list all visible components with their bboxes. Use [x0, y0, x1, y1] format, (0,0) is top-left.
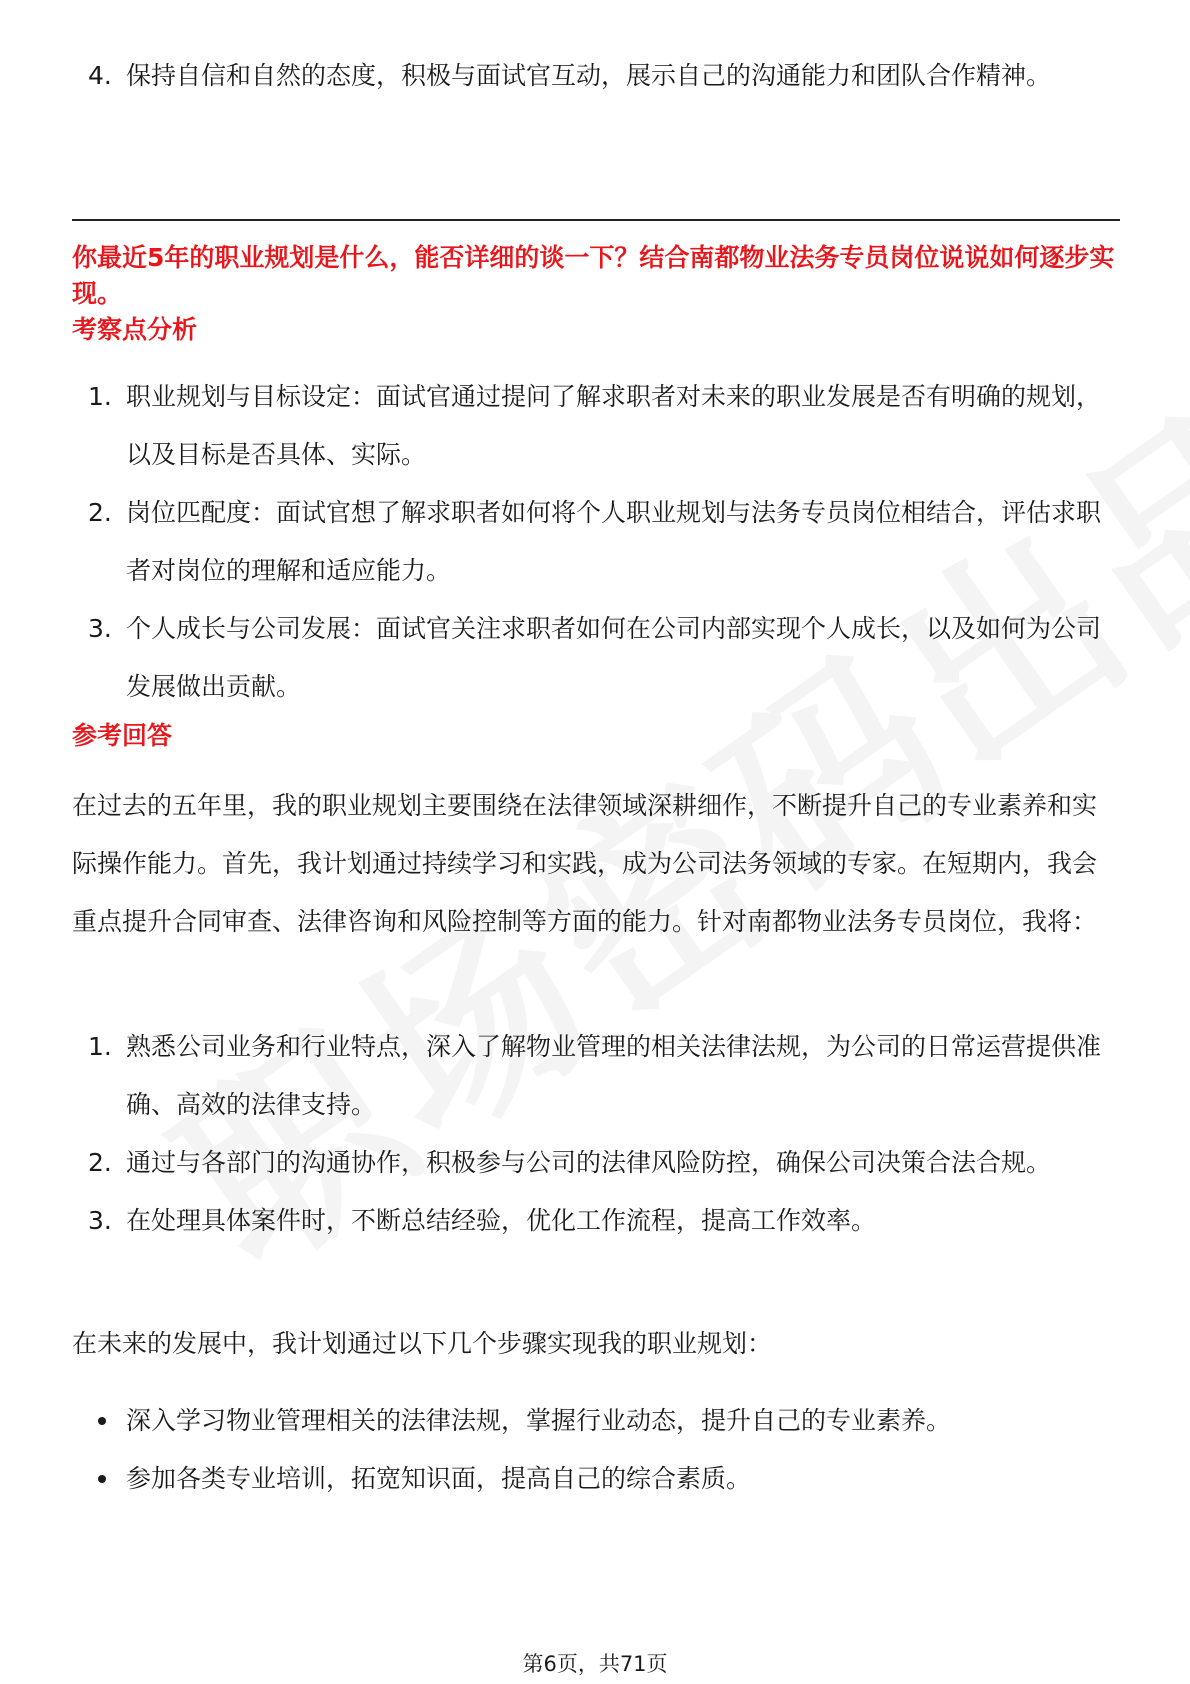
bullet-item: [72, 1450, 1120, 1508]
analysis-heading: 考察点分析: [72, 315, 198, 344]
list-text: 保持自信和自然的态度，积极与面试官互动，展示自己的沟通能力和团队合作精神。: [126, 61, 1052, 90]
list-number: 3.: [88, 1206, 112, 1235]
bullet-text: 参加各类专业培训，拓宽知识面，提高自己的综合素质。: [126, 1464, 752, 1493]
future-bullets: [72, 1392, 1120, 1508]
page-footer: 第6页，共71页: [522, 1652, 668, 1676]
bullet-icon: [98, 1417, 106, 1425]
list-text: 通过与各部门的沟通协作，积极参与公司的法律风险防控，确保公司决策合法合规。: [126, 1148, 1052, 1177]
future-paragraph: 在未来的发展中，我计划通过以下几个步骤实现我的职业规划：: [72, 1329, 773, 1358]
bullet-text: 深入学习物业管理相关的法律法规，掌握行业动态，提升自己的专业素养。: [126, 1406, 952, 1435]
document-page: [72, 0, 1120, 1684]
list-item: [72, 47, 1120, 105]
list-number: 1.: [88, 1032, 112, 1061]
list-text: 个人成长与公司发展：面试官关注求职者如何在公司内部实现个人成长，以及如何为公司发展做出贡献。: [126, 614, 1102, 701]
list-text: 在处理具体案件时，不断总结经验，优化工作流程，提高工作效率。: [126, 1206, 877, 1235]
answer-list: [72, 1018, 1120, 1250]
divider: [72, 219, 1120, 221]
top-list: [72, 47, 1120, 105]
list-text: 岗位匹配度：面试官想了解求职者如何将个人职业规划与法务专员岗位相结合，评估求职者对岗位的理解和适应能力。: [126, 498, 1102, 585]
list-number: 1.: [88, 382, 112, 411]
list-number: 2.: [88, 1148, 112, 1177]
list-number: 2.: [88, 498, 112, 527]
list-text: 熟悉公司业务和行业特点，深入了解物业管理的相关法律法规，为公司的日常运营提供准确、高效的法律支持。: [126, 1032, 1102, 1119]
list-item: [72, 1134, 1120, 1192]
list-text: 职业规划与目标设定：面试官通过提问了解求职者对未来的职业发展是否有明确的规划，以及目标是否具体、实际。: [126, 382, 1102, 469]
list-number: 4.: [88, 61, 112, 90]
list-item: [72, 600, 1120, 716]
answer-heading: 参考回答: [72, 721, 173, 750]
list-item: [72, 1018, 1120, 1134]
question-title: 你最近5年的职业规划是什么，能否详细的谈一下？结合南都物业法务专员岗位说说如何逐步实现。: [72, 243, 1115, 308]
bullet-icon: [98, 1475, 106, 1483]
bullet-item: [72, 1392, 1120, 1450]
list-item: [72, 1192, 1120, 1250]
list-item: [72, 368, 1120, 484]
analysis-list: [72, 368, 1120, 716]
answer-intro: 在过去的五年里，我的职业规划主要围绕在法律领域深耕细作，不断提升自己的专业素养和实际操作能力。首先，我计划通过持续学习和实践，成为公司法务领域的专家。在短期内，我会重点提升合同审查、法律咨询和风险控制等方面的能力。针对南都物业法务专员岗位，我将：: [72, 791, 1098, 936]
list-number: 3.: [88, 614, 112, 643]
list-item: [72, 484, 1120, 600]
